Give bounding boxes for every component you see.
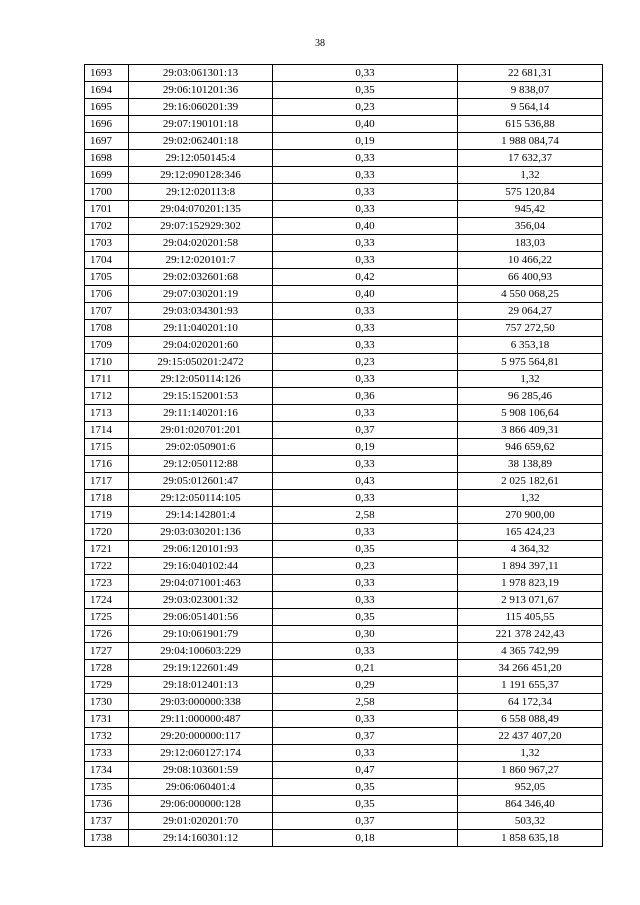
rate-cell: 0,37 — [273, 422, 458, 439]
table-row — [85, 201, 603, 218]
row-number-cell: 1699 — [85, 167, 129, 184]
cadastral-number-cell: 29:04:071001:463 — [129, 575, 273, 592]
table-row — [85, 745, 603, 762]
value-cell: 66 400,93 — [458, 269, 603, 286]
value-cell: 503,32 — [458, 813, 603, 830]
table-row — [85, 728, 603, 745]
cadastral-number-cell: 29:03:034301:93 — [129, 303, 273, 320]
table-row — [85, 388, 603, 405]
value-cell: 9 564,14 — [458, 99, 603, 116]
table-row — [85, 405, 603, 422]
cadastral-number-cell: 29:04:020201:60 — [129, 337, 273, 354]
value-cell: 1,32 — [458, 371, 603, 388]
row-number-cell: 1735 — [85, 779, 129, 796]
value-cell: 4 364,32 — [458, 541, 603, 558]
rate-cell: 0,19 — [273, 439, 458, 456]
rate-cell: 0,33 — [273, 745, 458, 762]
value-cell: 3 866 409,31 — [458, 422, 603, 439]
value-cell: 1 988 084,74 — [458, 133, 603, 150]
rate-cell: 0,33 — [273, 371, 458, 388]
rate-cell: 0,40 — [273, 116, 458, 133]
value-cell: 34 266 451,20 — [458, 660, 603, 677]
value-cell: 615 536,88 — [458, 116, 603, 133]
cadastral-number-cell: 29:12:060127:174 — [129, 745, 273, 762]
rate-cell: 0,23 — [273, 99, 458, 116]
cadastral-number-cell: 29:12:020101:7 — [129, 252, 273, 269]
rate-cell: 0,18 — [273, 830, 458, 847]
row-number-cell: 1730 — [85, 694, 129, 711]
cadastral-number-cell: 29:15:152001:53 — [129, 388, 273, 405]
row-number-cell: 1695 — [85, 99, 129, 116]
value-cell: 952,05 — [458, 779, 603, 796]
cadastral-number-cell: 29:03:023001:32 — [129, 592, 273, 609]
row-number-cell: 1713 — [85, 405, 129, 422]
rate-cell: 0,43 — [273, 473, 458, 490]
value-cell: 5 908 106,64 — [458, 405, 603, 422]
rate-cell: 0,33 — [273, 167, 458, 184]
row-number-cell: 1726 — [85, 626, 129, 643]
table-row — [85, 354, 603, 371]
value-cell: 864 346,40 — [458, 796, 603, 813]
table-row — [85, 575, 603, 592]
value-cell: 1 894 397,11 — [458, 558, 603, 575]
cadastral-number-cell: 29:02:062401:18 — [129, 133, 273, 150]
cadastral-number-cell: 29:14:142801:4 — [129, 507, 273, 524]
row-number-cell: 1698 — [85, 150, 129, 167]
cadastral-number-cell: 29:10:061901:79 — [129, 626, 273, 643]
rate-cell: 0,33 — [273, 235, 458, 252]
value-cell: 1,32 — [458, 745, 603, 762]
cadastral-number-cell: 29:03:000000:338 — [129, 694, 273, 711]
cadastral-number-cell: 29:01:020701:201 — [129, 422, 273, 439]
row-number-cell: 1734 — [85, 762, 129, 779]
value-cell: 946 659,62 — [458, 439, 603, 456]
rate-cell: 0,35 — [273, 779, 458, 796]
rate-cell: 0,40 — [273, 218, 458, 235]
cadastral-number-cell: 29:06:060401:4 — [129, 779, 273, 796]
row-number-cell: 1722 — [85, 558, 129, 575]
table-row — [85, 422, 603, 439]
row-number-cell: 1708 — [85, 320, 129, 337]
value-cell: 6 353,18 — [458, 337, 603, 354]
value-cell: 945,42 — [458, 201, 603, 218]
rate-cell: 0,35 — [273, 796, 458, 813]
cadastral-number-cell: 29:18:012401:13 — [129, 677, 273, 694]
value-cell: 96 285,46 — [458, 388, 603, 405]
table-row — [85, 150, 603, 167]
value-cell: 6 558 088,49 — [458, 711, 603, 728]
value-cell: 575 120,84 — [458, 184, 603, 201]
row-number-cell: 1727 — [85, 643, 129, 660]
value-cell: 22 437 407,20 — [458, 728, 603, 745]
table-row — [85, 796, 603, 813]
table-row — [85, 286, 603, 303]
cadastral-number-cell: 29:07:152929:302 — [129, 218, 273, 235]
rate-cell: 0,33 — [273, 490, 458, 507]
value-cell: 4 365 742,99 — [458, 643, 603, 660]
table-row — [85, 456, 603, 473]
row-number-cell: 1712 — [85, 388, 129, 405]
value-cell: 17 632,37 — [458, 150, 603, 167]
table-row — [85, 762, 603, 779]
row-number-cell: 1738 — [85, 830, 129, 847]
table-row — [85, 116, 603, 133]
table-row — [85, 558, 603, 575]
table-row — [85, 694, 603, 711]
cadastral-number-cell: 29:03:061301:13 — [129, 65, 273, 82]
value-cell: 221 378 242,43 — [458, 626, 603, 643]
table-body — [85, 65, 603, 847]
table-row — [85, 133, 603, 150]
value-cell: 38 138,89 — [458, 456, 603, 473]
row-number-cell: 1718 — [85, 490, 129, 507]
cadastral-number-cell: 29:12:050112:88 — [129, 456, 273, 473]
rate-cell: 0,36 — [273, 388, 458, 405]
rate-cell: 0,33 — [273, 711, 458, 728]
row-number-cell: 1728 — [85, 660, 129, 677]
value-cell: 64 172,34 — [458, 694, 603, 711]
row-number-cell: 1704 — [85, 252, 129, 269]
row-number-cell: 1700 — [85, 184, 129, 201]
table-row — [85, 524, 603, 541]
row-number-cell: 1711 — [85, 371, 129, 388]
page-number: 38 — [315, 38, 325, 49]
table-row — [85, 490, 603, 507]
value-cell: 1 191 655,37 — [458, 677, 603, 694]
cadastral-number-cell: 29:16:040102:44 — [129, 558, 273, 575]
rate-cell: 0,33 — [273, 575, 458, 592]
cadastral-number-cell: 29:16:060201:39 — [129, 99, 273, 116]
cadastral-number-cell: 29:12:050114:126 — [129, 371, 273, 388]
rate-cell: 0,37 — [273, 813, 458, 830]
rate-cell: 2,58 — [273, 694, 458, 711]
row-number-cell: 1710 — [85, 354, 129, 371]
row-number-cell: 1701 — [85, 201, 129, 218]
table-row — [85, 711, 603, 728]
row-number-cell: 1732 — [85, 728, 129, 745]
cadastral-number-cell: 29:12:050114:105 — [129, 490, 273, 507]
value-cell: 5 975 564,81 — [458, 354, 603, 371]
row-number-cell: 1736 — [85, 796, 129, 813]
cadastral-number-cell: 29:05:012601:47 — [129, 473, 273, 490]
row-number-cell: 1731 — [85, 711, 129, 728]
row-number-cell: 1717 — [85, 473, 129, 490]
value-cell: 2 913 071,67 — [458, 592, 603, 609]
row-number-cell: 1693 — [85, 65, 129, 82]
cadastral-number-cell: 29:03:030201:136 — [129, 524, 273, 541]
value-cell: 4 550 068,25 — [458, 286, 603, 303]
table-row — [85, 592, 603, 609]
table-row — [85, 643, 603, 660]
rate-cell: 0,33 — [273, 184, 458, 201]
value-cell: 2 025 182,61 — [458, 473, 603, 490]
cadastral-number-cell: 29:02:050901:6 — [129, 439, 273, 456]
value-cell: 356,04 — [458, 218, 603, 235]
rate-cell: 0,33 — [273, 524, 458, 541]
cadastral-number-cell: 29:12:020113:8 — [129, 184, 273, 201]
cadastral-number-cell: 29:20:000000:117 — [129, 728, 273, 745]
value-cell: 1,32 — [458, 167, 603, 184]
table-row — [85, 235, 603, 252]
table-row — [85, 813, 603, 830]
row-number-cell: 1720 — [85, 524, 129, 541]
rate-cell: 0,33 — [273, 252, 458, 269]
cadastral-number-cell: 29:01:020201:70 — [129, 813, 273, 830]
table-row — [85, 337, 603, 354]
table-row — [85, 626, 603, 643]
row-number-cell: 1724 — [85, 592, 129, 609]
value-cell: 115 405,55 — [458, 609, 603, 626]
rate-cell: 0,33 — [273, 201, 458, 218]
cadastral-number-cell: 29:08:103601:59 — [129, 762, 273, 779]
table-row — [85, 82, 603, 99]
value-cell: 270 900,00 — [458, 507, 603, 524]
table-row — [85, 303, 603, 320]
table-row — [85, 269, 603, 286]
cadastral-number-cell: 29:11:140201:16 — [129, 405, 273, 422]
rate-cell: 0,23 — [273, 558, 458, 575]
row-number-cell: 1715 — [85, 439, 129, 456]
table-row — [85, 609, 603, 626]
table-row — [85, 660, 603, 677]
rate-cell: 0,35 — [273, 609, 458, 626]
row-number-cell: 1714 — [85, 422, 129, 439]
row-number-cell: 1737 — [85, 813, 129, 830]
rate-cell: 0,19 — [273, 133, 458, 150]
rate-cell: 0,33 — [273, 337, 458, 354]
table-row — [85, 371, 603, 388]
row-number-cell: 1716 — [85, 456, 129, 473]
rate-cell: 0,37 — [273, 728, 458, 745]
table-row — [85, 677, 603, 694]
rate-cell: 0,33 — [273, 303, 458, 320]
value-cell: 757 272,50 — [458, 320, 603, 337]
table-row — [85, 65, 603, 82]
row-number-cell: 1723 — [85, 575, 129, 592]
value-cell: 9 838,07 — [458, 82, 603, 99]
table-row — [85, 320, 603, 337]
value-cell: 165 424,23 — [458, 524, 603, 541]
rate-cell: 0,33 — [273, 456, 458, 473]
cadastral-number-cell: 29:04:020201:58 — [129, 235, 273, 252]
row-number-cell: 1706 — [85, 286, 129, 303]
row-number-cell: 1694 — [85, 82, 129, 99]
row-number-cell: 1719 — [85, 507, 129, 524]
rate-cell: 0,29 — [273, 677, 458, 694]
rate-cell: 0,33 — [273, 65, 458, 82]
row-number-cell: 1702 — [85, 218, 129, 235]
cadastral-number-cell: 29:02:032601:68 — [129, 269, 273, 286]
cadastral-number-cell: 29:04:070201:135 — [129, 201, 273, 218]
rate-cell: 0,23 — [273, 354, 458, 371]
row-number-cell: 1705 — [85, 269, 129, 286]
row-number-cell: 1707 — [85, 303, 129, 320]
table-row — [85, 779, 603, 796]
rate-cell: 0,33 — [273, 405, 458, 422]
value-cell: 1 860 967,27 — [458, 762, 603, 779]
cadastral-number-cell: 29:11:040201:10 — [129, 320, 273, 337]
cadastral-number-cell: 29:06:120101:93 — [129, 541, 273, 558]
rate-cell: 0,33 — [273, 643, 458, 660]
rate-cell: 0,40 — [273, 286, 458, 303]
data-table — [84, 64, 603, 847]
row-number-cell: 1729 — [85, 677, 129, 694]
cadastral-number-cell: 29:14:160301:12 — [129, 830, 273, 847]
rate-cell: 0,33 — [273, 150, 458, 167]
cadastral-number-cell: 29:06:101201:36 — [129, 82, 273, 99]
rate-cell: 0,35 — [273, 541, 458, 558]
table-row — [85, 541, 603, 558]
cadastral-number-cell: 29:15:050201:2472 — [129, 354, 273, 371]
table-row — [85, 830, 603, 847]
table-row — [85, 184, 603, 201]
rate-cell: 0,35 — [273, 82, 458, 99]
value-cell: 183,03 — [458, 235, 603, 252]
row-number-cell: 1721 — [85, 541, 129, 558]
cadastral-number-cell: 29:04:100603:229 — [129, 643, 273, 660]
table-row — [85, 99, 603, 116]
cadastral-number-cell: 29:11:000000:487 — [129, 711, 273, 728]
rate-cell: 0,42 — [273, 269, 458, 286]
cadastral-number-cell: 29:06:000000:128 — [129, 796, 273, 813]
row-number-cell: 1696 — [85, 116, 129, 133]
value-cell: 10 466,22 — [458, 252, 603, 269]
row-number-cell: 1733 — [85, 745, 129, 762]
value-cell: 1 978 823,19 — [458, 575, 603, 592]
row-number-cell: 1697 — [85, 133, 129, 150]
cadastral-number-cell: 29:07:030201:19 — [129, 286, 273, 303]
value-cell: 1,32 — [458, 490, 603, 507]
rate-cell: 0,21 — [273, 660, 458, 677]
table-row — [85, 439, 603, 456]
row-number-cell: 1709 — [85, 337, 129, 354]
rate-cell: 0,33 — [273, 320, 458, 337]
row-number-cell: 1703 — [85, 235, 129, 252]
table-row — [85, 252, 603, 269]
table-row — [85, 473, 603, 490]
value-cell: 22 681,31 — [458, 65, 603, 82]
row-number-cell: 1725 — [85, 609, 129, 626]
rate-cell: 0,30 — [273, 626, 458, 643]
cadastral-number-cell: 29:06:051401:56 — [129, 609, 273, 626]
cadastral-number-cell: 29:07:190101:18 — [129, 116, 273, 133]
rate-cell: 0,47 — [273, 762, 458, 779]
table-row — [85, 507, 603, 524]
rate-cell: 2,58 — [273, 507, 458, 524]
value-cell: 1 858 635,18 — [458, 830, 603, 847]
table-row — [85, 218, 603, 235]
cadastral-number-cell: 29:12:090128:346 — [129, 167, 273, 184]
cadastral-number-cell: 29:12:050145:4 — [129, 150, 273, 167]
cadastral-number-cell: 29:19:122601:49 — [129, 660, 273, 677]
rate-cell: 0,33 — [273, 592, 458, 609]
value-cell: 29 064,27 — [458, 303, 603, 320]
table-row — [85, 167, 603, 184]
